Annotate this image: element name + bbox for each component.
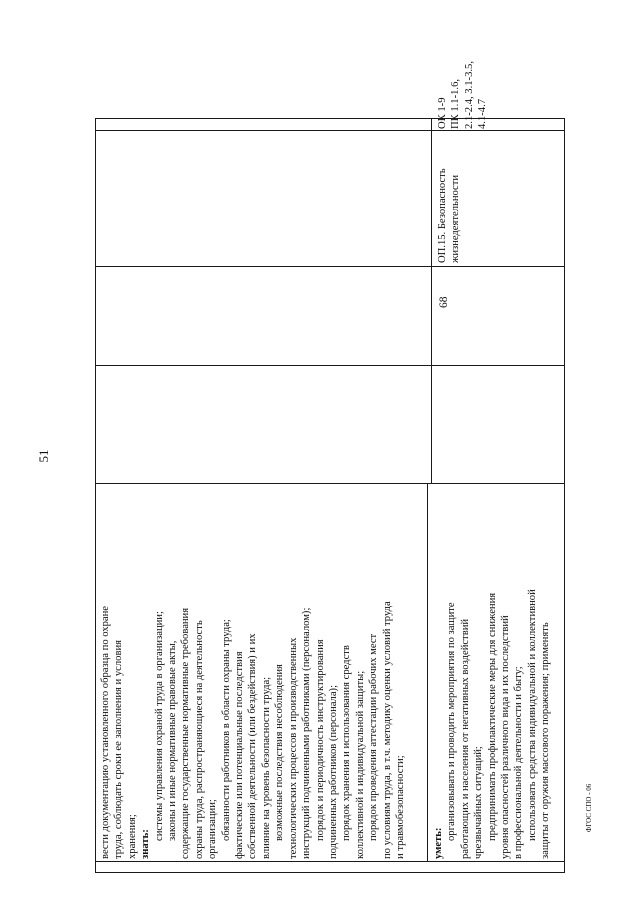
list-item: системы управления охраной труда в организации; — [153, 611, 165, 841]
list-item: влияние на уровень безопасности труда; — [260, 676, 272, 859]
list-item: коллективной и индивидуальной защиты; — [354, 670, 366, 859]
list-item: и травмобезопасности; — [394, 755, 406, 859]
hours-cell: 68 — [438, 296, 450, 308]
list-item: порядок хранения и использования средств — [341, 645, 353, 841]
list-item: работающих и населения от негативных воздействий — [459, 618, 471, 859]
list-item: собственной деятельности (или бездействия) и их — [247, 633, 259, 859]
znat-list — [153, 601, 408, 859]
list-item: организовывать и проводить мероприятия по защите — [446, 602, 458, 841]
umet-label: уметь: — [433, 827, 444, 859]
page-number: 51 — [36, 449, 51, 463]
text-line: хранения; — [126, 814, 138, 859]
znat-label: знать: — [140, 829, 152, 859]
list-item: порядок и периодичность инструктирования — [314, 639, 326, 841]
text-line: ОК 1-9 — [437, 97, 448, 129]
list-item: обязанности работников в области охраны труда; — [220, 619, 232, 841]
list-item: чрезвычайных ситуаций; — [473, 746, 485, 859]
discipline-cell — [436, 168, 463, 263]
skills-knowledge-cell — [99, 601, 407, 859]
text-line: вести документацию установленного образца по охране — [100, 606, 111, 859]
text-line: труда, соблюдать сроки ее заполнения и условия — [113, 640, 125, 859]
umet-list — [445, 589, 552, 859]
text-line: ПК 1.1-1.6, — [450, 78, 462, 129]
text-line: жизнедеятельности — [450, 174, 462, 263]
table-column-divider — [96, 483, 564, 484]
text-line: 4.1-4.7 — [477, 98, 489, 129]
list-item: уровня опасностей различного вида и их последствий — [500, 615, 512, 859]
list-item: порядок проведения аттестации рабочих мест — [368, 633, 380, 841]
list-item: охраны труда, распространяющиеся на деятельность — [193, 620, 205, 859]
list-item: возможные последствия несоблюдения — [274, 664, 286, 841]
list-item: подчиненных работников (персонала); — [327, 684, 339, 859]
table-column-divider — [96, 861, 564, 862]
list-item: в профессиональной деятельности и быту; — [513, 666, 525, 859]
list-item: инструкций подчиненными работниками (персоналом); — [301, 607, 313, 859]
text-line: 2.1-2.4, 3.1-3.5, — [463, 61, 475, 129]
list-item: защиты от оружия массового поражения; применять — [540, 622, 552, 859]
footer-text: ФГОС СПО - 06 — [585, 783, 593, 833]
table-column-divider — [96, 266, 564, 267]
list-item: предпринимать профилактические меры для снижения — [486, 592, 498, 841]
list-item: организации; — [207, 799, 219, 859]
list-item: использовать средства индивидуальной и коллективной — [526, 589, 538, 841]
list-item: фактические или потенциальные последствия — [234, 651, 246, 859]
list-item: по условиям труда, в т.ч. методику оценки условий труда — [381, 601, 393, 859]
table-row-divider — [431, 119, 432, 484]
continuation-text — [99, 601, 139, 859]
list-item: содержащие государственные нормативные требования — [180, 607, 192, 859]
competence-cell — [436, 61, 490, 129]
list-item: законы и иные нормативные правовые акты, — [167, 640, 179, 841]
list-item: технологических процессов и производственных — [287, 637, 299, 859]
rotated-landscape-page — [95, 61, 565, 873]
table-row-divider — [427, 484, 428, 862]
umet-cell — [432, 589, 553, 859]
table-column-divider — [96, 365, 564, 366]
table-column-divider — [96, 130, 564, 131]
text-line: ОП.15. Безопасность — [437, 168, 448, 263]
